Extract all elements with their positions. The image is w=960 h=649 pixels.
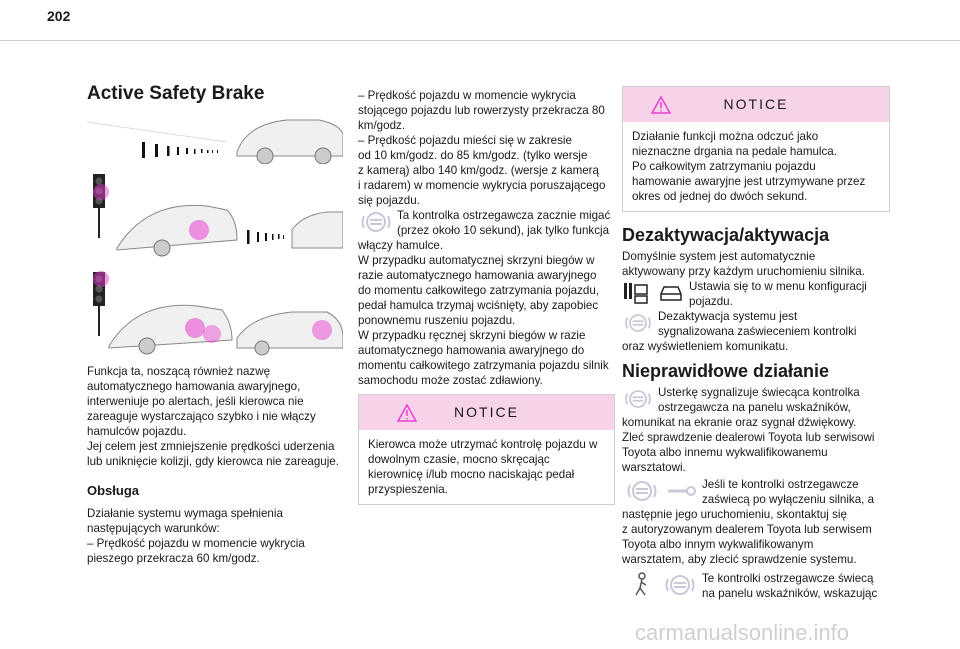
warning-lamp-row	[358, 208, 615, 238]
settings-menu-icon	[622, 279, 656, 305]
warning-triangle-icon	[397, 404, 417, 422]
fault3-row	[622, 571, 892, 601]
column-1-text	[87, 364, 343, 566]
config-text: Ustawia się to w menu konfiguracji pojazdu.	[689, 280, 867, 308]
brake-warning-icon	[662, 571, 698, 599]
operation-paragraph: Działanie systemu wymaga spełnienia następujących warunków: – Prędkość pojazdu w momencie wykrycia pieszego przekracza 60 km/godz.	[87, 507, 305, 565]
fault3-text: Te kontrolki ostrzegawcze świecą na panelu wskaźników, wskazując	[702, 572, 878, 600]
brake-warning-icon	[622, 385, 654, 413]
brake-warning-icon	[358, 208, 394, 236]
notice-box-vibration	[622, 86, 890, 212]
fault2-continued: następnie jego uruchomieniu, skontaktuj się z autoryzowanym dealerem Toyota lub serwisem Toyota albo innym wykwalifikowanym warsztatem, aby zlecić sprawdzenie systemu.	[622, 508, 872, 566]
brake-warning-icon	[622, 309, 654, 337]
column-1	[87, 83, 343, 104]
config-row	[622, 279, 892, 309]
column-2	[358, 88, 615, 505]
warning-lamp-continued: włączy hamulce. W przypadku automatycznej skrzyni biegów w razie automatycznego hamowania awaryjnego do momentu całkowitego zatrzymania pojazdu, pedał hamulca trzymaj wciśnięty, aby zapobiec ponownemu ruszeniu pojazdu. W przypadku ręcznej skrzyni biegów w razie automatycznego hamowania awaryjnego do momentu całkowitego zatrzymania pojazdu silnik samochodu może zostać zdławiony.	[358, 239, 609, 387]
illustration-braking	[87, 268, 343, 358]
watermark: carmanualsonline.info	[635, 620, 850, 645]
brake-warning-icon	[622, 477, 662, 505]
header-rule	[0, 40, 960, 41]
fault1-continued: komunikat na ekranie oraz sygnał dźwiękowy. Zleć sprawdzenie dealerowi Toyota lub serwisowi Toyota albo innemu wykwalifikowanemu warsztatowi.	[622, 416, 875, 474]
column-3	[622, 86, 892, 601]
conditions-paragraph: – Prędkość pojazdu w momencie wykrycia stojącego pojazdu lub rowerzysty przekracza 80 km/godz. – Prędkość pojazdu mieści się w zakresie od 10 km/godz. do 85 km/godz. (tylko wersje z kamerą) albo 140 km/godz. (wersje z kamerą i radarem) w momencie wykrycia poruszającego się pojazdu.	[358, 89, 606, 207]
fault2-text: Jeśli te kontrolki ostrzegawcze zaświecą po wyłączeniu silnika, a	[702, 478, 875, 506]
notice-title: NOTICE	[454, 404, 519, 420]
page-number: 202	[47, 8, 71, 24]
deactivation-text: Dezaktywacja systemu jest sygnalizowana zaświeceniem kontrolki	[658, 310, 857, 338]
notice-body: Kierowca może utrzymać kontrolę pojazdu w dowolnym czasie, mocno skręcając kierownicę i/lub mocno naciskając pedał przyspieszenia.	[368, 438, 598, 496]
notice-header	[359, 395, 614, 430]
warning-lamp-text: Ta kontrolka ostrzegawcza zacznie migać (przez około 10 sekund), jak tylko funkcja	[397, 209, 611, 237]
fault2-row	[622, 477, 892, 507]
operation-heading: Obsługa	[87, 483, 140, 498]
notice-title: NOTICE	[723, 96, 789, 112]
default-activation-text: Domyślnie system jest automatycznie aktywowany przy każdym uruchomieniu silnika.	[622, 250, 865, 278]
section-title: Active Safety Brake	[87, 83, 265, 104]
car-settings-icon	[656, 279, 686, 305]
illustration-car-approach	[87, 112, 343, 164]
fault1-text: Usterkę sygnalizuje świecąca kontrolka ostrzegawcza na panelu wskaźników,	[658, 386, 860, 414]
warning-triangle-icon	[651, 96, 671, 114]
malfunction-heading: Nieprawidłowe działanie	[622, 361, 830, 381]
deactivation-row	[622, 309, 892, 339]
deactivation-heading: Dezaktywacja/aktywacja	[622, 225, 830, 245]
fault1-row	[622, 385, 892, 415]
notice-box-driver-control	[358, 394, 615, 505]
illustration-traffic-light-car	[87, 170, 343, 260]
wrench-icon	[662, 477, 698, 505]
deactivation-continued: oraz wyświetleniem komunikatu.	[622, 340, 789, 353]
intro-paragraph: Funkcja ta, noszącą również nazwę automatycznego hamowania awaryjnego, interweniuje po alertach, jeśli kierowca nie zareaguje wystarczająco szybko i nie włączy hamulców pojazdu. Jej celem jest zmniejszenie prędkości uderzenia lub uniknięcie kolizji, gdy kierowca nie zareaguje.	[87, 365, 339, 468]
pedestrian-collision-icon	[622, 571, 662, 599]
notice-body: Działanie funkcji można odczuć jako nieznaczne drgania na pedale hamulca. Po całkowitym zatrzymaniu pojazdu hamowanie awaryjne jest utrzymywane przez okres od jednej do dwóch sekund.	[632, 130, 866, 203]
notice-header	[623, 87, 889, 122]
